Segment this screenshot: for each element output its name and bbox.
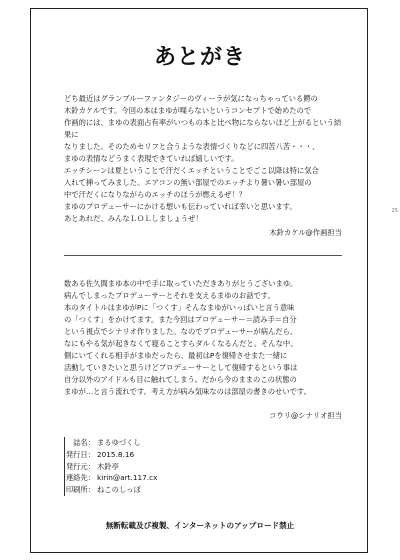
colophon-key: 発行元：	[65, 461, 95, 471]
colophon-table	[64, 437, 157, 496]
colophon-key: 連絡先：	[65, 473, 95, 483]
afterword-writer-signature: コウリ@シナリオ担当	[269, 411, 342, 420]
colophon-value: 木鈴亭	[97, 461, 119, 471]
copyright-notice: 無断転載及び複製、インターネットのアップロード禁止	[105, 521, 295, 530]
colophon-row-contact	[65, 472, 157, 484]
colophon-value: 2015.8.16	[97, 449, 135, 459]
edge-mark: 25	[391, 208, 398, 214]
colophon-key: 発行日：	[65, 449, 95, 459]
colophon-key: 印刷所：	[65, 485, 95, 495]
colophon-value: kirin@art.117.cx	[97, 473, 158, 483]
section-divider	[64, 255, 342, 256]
page-title: あとがき	[153, 45, 246, 70]
colophon-row-title	[65, 437, 157, 449]
afterword-artist-text: どち最近はグランブルーファンタジーのヴィーラが気になっちゃっている鰐の 木鈴カケルです。今回の本はまゆが喋らないというコンセプトで始めたので 作画的には、まゆの表面占有率がいつもの本と比べ物にならないほど上がるという結果に なりました。そのためセリフと合うような表情づくりなどに四苦八苦・・・、 まゆの表情などうまく表現できていれば嬉しいです。 エッチシーンは夏ということで汗だくエッチということでごこ以降は特に気合 入れて挿ってみました。エアコンの無い部屋でのエッチより暑い暑い部屋の 中で汗だくになりながらのエッチのほうが燃えるぜ！？ まゆのプロデューサーにかける想いも伝わっていれば幸いと思います。 あとあれだ、みんなＬＯＬしましょうぜ！	[64, 94, 342, 223]
colophon-row-printer	[65, 484, 157, 496]
colophon-row-publisher	[65, 461, 157, 473]
colophon-value: ねこのしっぽ	[97, 485, 141, 495]
colophon-key: 誌名：	[73, 438, 95, 447]
colophon-value: まるゆづくし	[97, 438, 141, 447]
afterword-writer-text: 数ある佐久間まゆ本の中で手に取っていただきありがとうございまゆ。 病んでしまったプロデューサーとそれを支えるまゆのお話です。 本のタイトルはまゆがPに「つくす」そんなまゆがいっぱいと言う意味 の「つくす」をかけてます。また今回はプロデューサー＝読み手＝自分 という視点でシナリオ作りました。なのでプロデューサーが病んだら、 なにもやる気が起きなくて寝ることすらダルくなるんだと。そんな中、 側にいてくれる相手がまゆだったら、最初はPを復帰させまた一緒に 活動していきたいと思うけどプロデューサーとして復帰するという事は 自分以外のアイドルも目に触れてしまう。だから今のままのこの状態の まゆが…と言う流れです。考え方が病み気味なのは部屋の書きのせいです。	[64, 279, 311, 396]
colophon-row-date	[65, 449, 157, 461]
afterword-artist-signature: 木鈴カケル@作画担当	[269, 228, 342, 237]
